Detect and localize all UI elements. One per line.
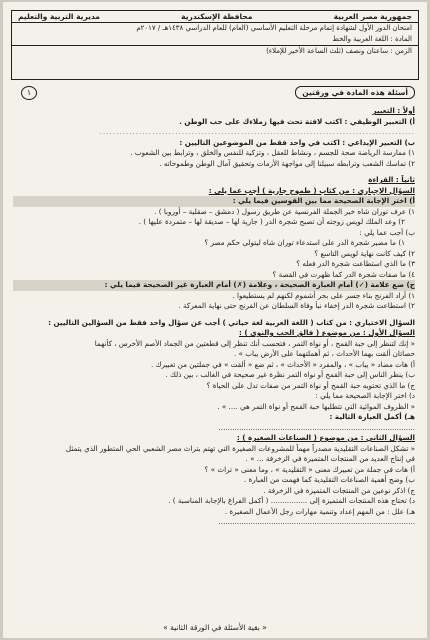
continuation-note: « بقية الأسئلة في الورقة الثانية » xyxy=(163,623,267,632)
passage-text: حصاتان ألقت بهما الأحداث ، ثم أهملتهما على الأرض يباب » . xyxy=(233,349,415,358)
question-heading: ج) ضع علامة (✓) أمام العبارة الصحيحة ، وعلامة (✗) أمام العبارة غير الصحيحة فيما يلي : xyxy=(13,280,415,291)
question-heading: ب) التعبير الإبداعي : اكتب في واحد فقط من الموضوعين التاليين : xyxy=(179,137,415,147)
passage-text: « إنك لتنظر إلى حبة القمح ، أو نواة التمر ، فتحسب أنك تنظر إلى قطعتين من الجماد الأصم الأخرس ، كأنهما xyxy=(94,338,415,348)
question-heading: السؤال الأول : من موضوع ( فالق الحب والنوى ) : xyxy=(239,328,415,337)
question-text: ٢) استطاعت شجرة الدر إخفاء نبأ وفاة السلطان عن الفرنج حتى نهاية المعركة . xyxy=(178,301,415,310)
directorate-label: مديرية التربية والتعليم xyxy=(18,12,100,21)
question-text: ب) ينظر الناس إلى حبة القمح أو نواة التمر نظرة غير صحيحة في الغالب ، بين ذلك . xyxy=(165,370,415,379)
question-text: ...................................................................................... xyxy=(218,422,415,432)
question-text: ب) أجب عما يلي : xyxy=(359,227,415,237)
question-text: ج) اذكر نوعين من المنتجات المتميزة في الزخرفة . xyxy=(263,485,415,495)
passage-text: في إنتاج العديد من المنتجات المتميزة في الزخرفة ... » . xyxy=(245,454,415,463)
exam-title: امتحان الدور الأول لشهادة إتمام مرحلة التعليم الأساسي (العام) للعام الدراسي ١٤٣٨هـ / ٢٠١٧م xyxy=(136,24,412,32)
passage-text: أ) هات مضاد « يباب » ، والمفرد « الأحداث » ، ثم ضع « ألقت » في جملتين من تعبيرك . xyxy=(151,359,415,369)
exam-time: الزمن : ساعتان ونصف (ثلث الساعة الأخير للإملاء) xyxy=(266,47,412,55)
question-text: ٤) ما صفات شجرة الدر كما ظهرت في القصة ؟ xyxy=(272,269,415,279)
answer-choices: ١) ما مصير شجرة الدر على استدعاء توران شاه ليتولى حكم مصر ؟ xyxy=(204,238,405,247)
question-heading: السؤال الإجباري : من كتاب ( طموح جارية ) أجب عما يلي : xyxy=(208,185,415,195)
answer-choices: ٢) وعد الملك لويس زوجته أن تصبح شجرة الدر ( جارية لها – صديقة لها – متمردة عليها ) . xyxy=(138,217,405,226)
question-text: ١) أراد الفرنج بناء جسر على بحر أشموم لكنهم لم يستطيعوا . xyxy=(232,290,415,300)
question-text: هـ) علل : من المهم إعداد وتنمية مهارات رجل الأعمال الصغيرة . xyxy=(224,506,415,516)
section-heading: أولاً : التعبير xyxy=(372,106,415,115)
question-text: « الظروف الموائية التي تتطلبها حبة القمح أو نواة التمر هي .... » . xyxy=(217,401,415,411)
question-text: ٣) ما الذي استطاعت شجرة الدر فعله ؟ xyxy=(296,259,415,268)
question-heading: أ) التعبير الوظيفي : اكتب لافتة تحث فيها زملاءك على حب الوطن . xyxy=(179,116,415,126)
question-text: ج) ما الذي تحتويه حبة القمح أو نواة التمر من صفات تدل على الحياة ؟ xyxy=(206,380,415,390)
question-text: ١) ممارسة الرياضة صحة للجسم ، ونشاط للعقل ، وتزكية للنفس والخلق ، وترابط بين الشعوب . xyxy=(130,148,415,157)
exam-subject: المادة : اللغة العربية والخط xyxy=(332,35,412,43)
passage-text: « تشكل الصناعات التقليدية مصدراً مهماً للمشروعات الصغيرة التي تهتم بتراث مصر الشعبي الحي المتطور الذي يتمثل xyxy=(65,443,415,453)
exam-header xyxy=(11,10,419,80)
exam-sheet xyxy=(3,2,427,638)
question-text: د) تحتاج هذه المنتجات المتميزة إلى ................ ( أكمل الفراغ بالإجابة المناسبة ) . xyxy=(168,496,415,505)
section-heading: ثانياً : القراءة xyxy=(368,175,415,184)
page-number: ١ xyxy=(21,86,37,100)
question-heading: السؤال الاختياري : من كتاب ( اللغة العربية لغة حياتي ) أجب عن سؤال واحد فقط من السؤالين التاليين : xyxy=(48,317,415,327)
country-label: جمهورية مصر العربية xyxy=(333,12,412,21)
answer-line: ................................................................................................ xyxy=(99,127,415,136)
exam-content xyxy=(13,106,415,528)
question-heading: أ) اختر الإجابة الصحيحة مما بين القوسين فيما يلي : xyxy=(13,196,415,207)
governorate-label: محافظة الإسكندرية xyxy=(181,12,253,21)
question-text: ...................................................................................... xyxy=(218,517,415,526)
question-text: ١) عرف توران شاه خبر الجملة الفرنسية عن طريق رسول ( دمشق – صقلية – أوروبا ) . xyxy=(154,206,415,216)
question-heading: هـ) أكمل العبارة التالية : xyxy=(329,412,415,421)
pages-note: أسئلة هذه المادة في ورقتين xyxy=(295,86,415,99)
passage-text: أ) هات في جملة من تعبيرك معنى « التقليدية » ، وما معنى « تراث » ؟ xyxy=(204,464,415,474)
question-text: د) اختر الإجابة الصحيحة مما يلي : xyxy=(315,391,415,400)
question-text: ب) وضح أهمية الصناعات التقليدية كما فهمت من العبارة . xyxy=(243,475,415,484)
question-text: ٢) تماسك الشعب وترابطه سبيلنا إلى مواجهة الأزمات وتحقيق آمال الوطن وطموحاته . xyxy=(159,158,415,168)
question-text: ٢) كيف كانت نهاية لويس التاسع ؟ xyxy=(314,248,415,258)
question-heading: السؤال الثاني : من موضوع ( الصناعات الصغيرة ) : xyxy=(236,433,415,442)
